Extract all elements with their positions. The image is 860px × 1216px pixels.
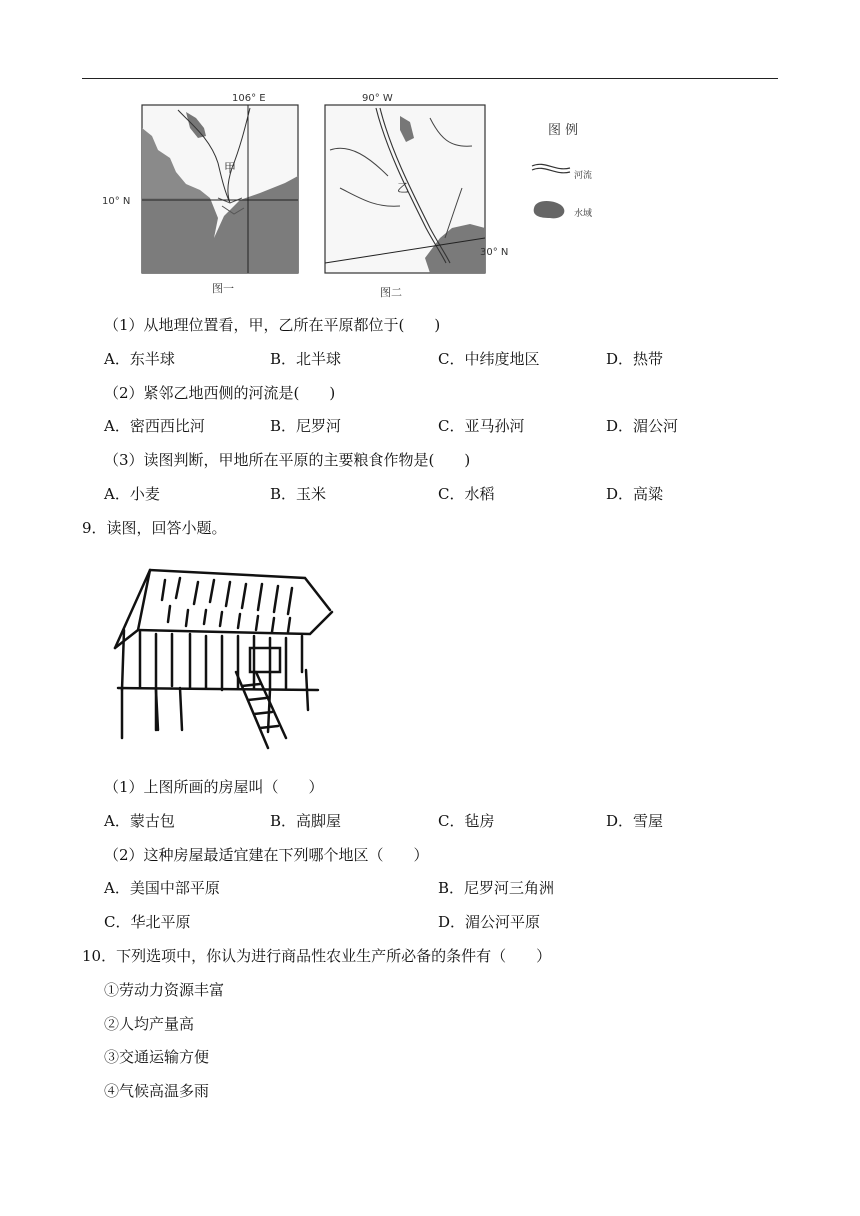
q8-sub2-option-b[interactable]: B．尼罗河 — [270, 417, 342, 435]
map-legend — [532, 123, 592, 219]
q9-sub1-stem: （1）上图所画的房屋叫（ ） — [104, 778, 324, 796]
q8-sub1-option-b[interactable]: B．北半球 — [270, 350, 342, 368]
q9-sub2-option-d[interactable]: D．湄公河平原 — [438, 913, 541, 931]
q10-item-4[interactable]: ④气候高温多雨 — [104, 1082, 210, 1100]
q10-item-3[interactable]: ③交通运输方便 — [104, 1048, 210, 1066]
map-one — [102, 93, 298, 295]
map-two — [325, 93, 508, 299]
q10-stem: 10．下列选项中，你认为进行商品性农业生产所必备的条件有（ ） — [82, 947, 552, 965]
legend-title: 图 例 — [548, 123, 579, 138]
q10-item-1[interactable]: ①劳动力资源丰富 — [104, 981, 225, 999]
q9-sub1-option-c[interactable]: C．毡房 — [438, 812, 495, 830]
map-two-longitude: 90° W — [362, 93, 393, 104]
legend-water-label: 水域 — [574, 209, 593, 219]
q9-sub1-option-a[interactable]: A．蒙古包 — [104, 812, 175, 830]
q8-sub3-option-c[interactable]: C．水稻 — [438, 485, 495, 503]
q8-sub3-option-b[interactable]: B．玉米 — [270, 485, 327, 503]
map-one-caption: 图一 — [212, 282, 234, 295]
map-one-latitude: 10° N — [102, 196, 131, 207]
q9-sub2-option-a[interactable]: A．美国中部平原 — [104, 879, 220, 897]
q8-sub1-option-c[interactable]: C．中纬度地区 — [438, 350, 540, 368]
q9-sub1-option-d[interactable]: D．雪屋 — [606, 812, 664, 830]
map-one-place-label: 甲 — [224, 161, 237, 175]
q8-sub3-option-a[interactable]: A．小麦 — [104, 485, 160, 503]
legend-water-icon — [534, 201, 565, 218]
q9-sub1-option-b[interactable]: B．高脚屋 — [270, 812, 342, 830]
q8-sub3-stem: （3）读图判断，甲地所在平原的主要粮食作物是( ) — [104, 451, 471, 469]
map-one-longitude: 106° E — [232, 93, 266, 104]
q10-item-2[interactable]: ②人均产量高 — [104, 1015, 195, 1033]
legend-river-label: 河流 — [574, 171, 593, 181]
q9-sub2-option-c[interactable]: C．华北平原 — [104, 913, 191, 931]
map-two-place-label: 乙 — [397, 181, 410, 195]
q8-sub3-option-d[interactable]: D．高粱 — [606, 485, 664, 503]
q9-sub2-stem: （2）这种房屋最适宜建在下列哪个地区（ ） — [104, 846, 429, 864]
q9-stem: 9．读图，回答小题。 — [82, 519, 227, 537]
q8-sub1-stem: （1）从地理位置看，甲，乙所在平原都位于( ) — [104, 316, 441, 334]
q8-sub2-option-c[interactable]: C．亚马孙河 — [438, 417, 525, 435]
q8-sub2-option-a[interactable]: A．密西西比河 — [104, 417, 205, 435]
map-two-caption: 图二 — [380, 286, 402, 299]
stilt-house-drawing — [110, 560, 335, 750]
q8-sub2-stem: （2）紧邻乙地西侧的河流是( ) — [104, 384, 336, 402]
q8-sub1-option-d[interactable]: D．热带 — [606, 350, 664, 368]
q8-sub1-option-a[interactable]: A．东半球 — [104, 350, 175, 368]
q8-sub2-option-d[interactable]: D．湄公河 — [606, 417, 679, 435]
q9-sub2-option-b[interactable]: B．尼罗河三角洲 — [438, 879, 555, 897]
header-rule — [82, 78, 778, 79]
maps-figure — [100, 88, 620, 303]
map-two-latitude: 30° N — [480, 247, 509, 258]
